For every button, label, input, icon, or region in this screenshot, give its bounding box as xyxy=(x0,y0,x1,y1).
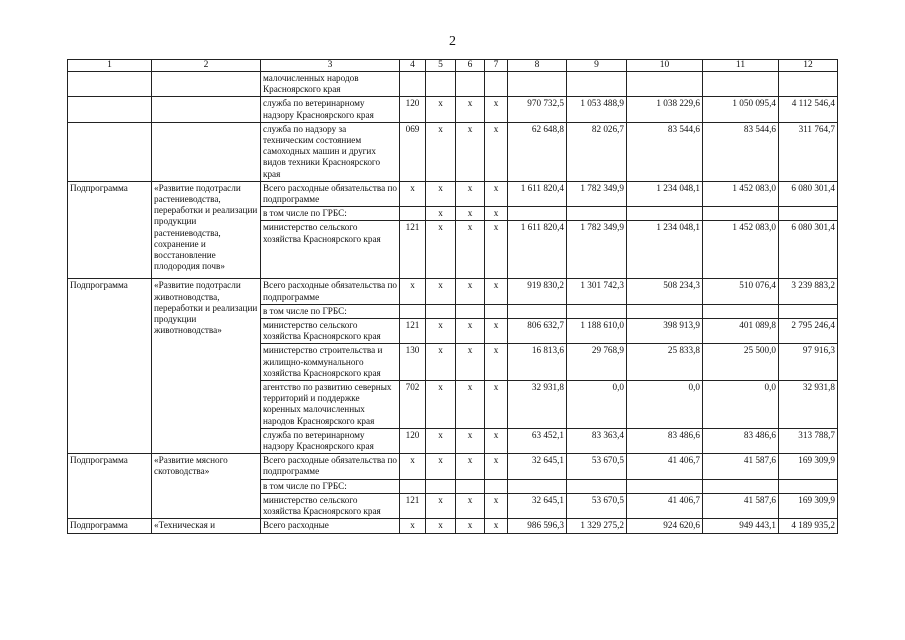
amount-cell: 1 329 275,2 xyxy=(567,519,627,533)
code-cell: 120 xyxy=(400,428,426,453)
amount-cell: 62 648,8 xyxy=(508,122,567,181)
col5-cell: x xyxy=(426,181,456,206)
amount-cell xyxy=(508,207,567,221)
col6-cell: x xyxy=(456,122,485,181)
col5-cell: x xyxy=(426,207,456,221)
col5-cell xyxy=(426,304,456,318)
col7-cell: x xyxy=(485,519,508,533)
code-cell xyxy=(400,72,426,97)
total-cell: 313 788,7 xyxy=(779,428,838,453)
code-cell: 121 xyxy=(400,319,426,344)
amount-cell: 83 486,6 xyxy=(627,428,703,453)
grbs-cell: министерство сельского хозяйства Красноярского края xyxy=(261,319,400,344)
column-header: 8 xyxy=(508,60,567,72)
col6-cell: x xyxy=(456,493,485,518)
amount-cell: 1 611 820,4 xyxy=(508,181,567,206)
table-row xyxy=(68,122,838,181)
amount-cell xyxy=(627,304,703,318)
amount-cell xyxy=(703,479,779,493)
code-cell: x xyxy=(400,279,426,304)
grbs-cell: агентство по развитию северных территорий и поддержке коренных малочисленных народов Красноярского края xyxy=(261,381,400,429)
code-cell: x xyxy=(400,454,426,479)
page-number: 2 xyxy=(449,34,456,49)
program-name-cell xyxy=(152,122,261,181)
col7-cell xyxy=(485,72,508,97)
amount-cell: 53 670,5 xyxy=(567,493,627,518)
amount-cell: 25 500,0 xyxy=(703,344,779,381)
program-type-cell: Подпрограмма xyxy=(68,454,152,519)
code-cell: x xyxy=(400,181,426,206)
col5-cell: x xyxy=(426,279,456,304)
column-header: 10 xyxy=(627,60,703,72)
col6-cell xyxy=(456,304,485,318)
grbs-cell: в том числе по ГРБС: xyxy=(261,479,400,493)
amount-cell: 1 452 083,0 xyxy=(703,181,779,206)
grbs-cell: служба по надзору за техническим состоянием самоходных машин и других видов техники Красноярского края xyxy=(261,122,400,181)
col6-cell: x xyxy=(456,207,485,221)
code-cell: x xyxy=(400,519,426,533)
grbs-cell: министерство сельского хозяйства Красноярского края xyxy=(261,493,400,518)
col7-cell: x xyxy=(485,97,508,122)
amount-cell xyxy=(703,304,779,318)
grbs-cell: Всего расходные обязательства по подпрограмме xyxy=(261,454,400,479)
code-cell: 130 xyxy=(400,344,426,381)
col6-cell: x xyxy=(456,454,485,479)
program-type-cell: Подпрограмма xyxy=(68,519,152,533)
col6-cell: x xyxy=(456,221,485,279)
total-cell: 311 764,7 xyxy=(779,122,838,181)
amount-cell: 83 363,4 xyxy=(567,428,627,453)
amount-cell: 1 452 083,0 xyxy=(703,221,779,279)
amount-cell xyxy=(703,72,779,97)
table-row xyxy=(68,454,838,479)
column-header: 6 xyxy=(456,60,485,72)
grbs-cell: в том числе по ГРБС: xyxy=(261,207,400,221)
grbs-cell: министерство строительства и жилищно-коммунального хозяйства Красноярского края xyxy=(261,344,400,381)
amount-cell: 41 587,6 xyxy=(703,454,779,479)
col7-cell: x xyxy=(485,181,508,206)
amount-cell xyxy=(567,207,627,221)
col5-cell: x xyxy=(426,344,456,381)
program-name-cell xyxy=(152,72,261,97)
grbs-cell: Всего расходные xyxy=(261,519,400,533)
col6-cell xyxy=(456,479,485,493)
total-cell xyxy=(779,479,838,493)
program-type-cell xyxy=(68,97,152,122)
col6-cell: x xyxy=(456,428,485,453)
col6-cell: x xyxy=(456,97,485,122)
column-header: 3 xyxy=(261,60,400,72)
total-cell: 4 112 546,4 xyxy=(779,97,838,122)
col5-cell xyxy=(426,72,456,97)
total-cell: 97 916,3 xyxy=(779,344,838,381)
total-cell xyxy=(779,72,838,97)
col7-cell: x xyxy=(485,381,508,429)
code-cell: 121 xyxy=(400,221,426,279)
col6-cell: x xyxy=(456,519,485,533)
table-row xyxy=(68,72,838,97)
amount-cell: 32 645,1 xyxy=(508,454,567,479)
amount-cell: 0,0 xyxy=(703,381,779,429)
code-cell xyxy=(400,304,426,318)
col6-cell: x xyxy=(456,279,485,304)
column-header: 12 xyxy=(779,60,838,72)
col6-cell xyxy=(456,72,485,97)
total-cell: 6 080 301,4 xyxy=(779,181,838,206)
col7-cell: x xyxy=(485,428,508,453)
program-type-cell: Подпрограмма xyxy=(68,181,152,279)
amount-cell: 924 620,6 xyxy=(627,519,703,533)
grbs-cell: служба по ветеринарному надзору Красноярского края xyxy=(261,428,400,453)
total-cell: 169 309,9 xyxy=(779,454,838,479)
col7-cell xyxy=(485,479,508,493)
amount-cell: 83 544,6 xyxy=(703,122,779,181)
table-row xyxy=(68,519,838,533)
col7-cell: x xyxy=(485,344,508,381)
table-row xyxy=(68,181,838,206)
amount-cell: 1 050 095,4 xyxy=(703,97,779,122)
total-cell: 4 189 935,2 xyxy=(779,519,838,533)
amount-cell xyxy=(703,207,779,221)
amount-cell: 0,0 xyxy=(567,381,627,429)
amount-cell: 970 732,5 xyxy=(508,97,567,122)
grbs-cell: служба по ветеринарному надзору Красноярского края xyxy=(261,97,400,122)
amount-cell: 32 645,1 xyxy=(508,493,567,518)
amount-cell: 53 670,5 xyxy=(567,454,627,479)
col7-cell: x xyxy=(485,221,508,279)
program-type-cell xyxy=(68,122,152,181)
program-name-cell: «Развитие мясного скотоводства» xyxy=(152,454,261,519)
amount-cell xyxy=(508,304,567,318)
amount-cell: 1 301 742,3 xyxy=(567,279,627,304)
amount-cell: 949 443,1 xyxy=(703,519,779,533)
header-row xyxy=(68,60,838,72)
col5-cell: x xyxy=(426,428,456,453)
total-cell: 2 795 246,4 xyxy=(779,319,838,344)
col6-cell: x xyxy=(456,319,485,344)
amount-cell: 1 053 488,9 xyxy=(567,97,627,122)
column-header: 7 xyxy=(485,60,508,72)
amount-cell: 1 782 349,9 xyxy=(567,181,627,206)
amount-cell: 1 038 229,6 xyxy=(627,97,703,122)
code-cell xyxy=(400,207,426,221)
col5-cell xyxy=(426,479,456,493)
col7-cell: x xyxy=(485,319,508,344)
col7-cell xyxy=(485,304,508,318)
program-name-cell: «Развитие подотрасли животноводства, переработки и реализации продукции животноводства» xyxy=(152,279,261,454)
amount-cell: 41 587,6 xyxy=(703,493,779,518)
amount-cell: 401 089,8 xyxy=(703,319,779,344)
grbs-cell: в том числе по ГРБС: xyxy=(261,304,400,318)
program-name-cell xyxy=(152,97,261,122)
col6-cell: x xyxy=(456,181,485,206)
col5-cell: x xyxy=(426,221,456,279)
amount-cell xyxy=(567,304,627,318)
amount-cell: 510 076,4 xyxy=(703,279,779,304)
col5-cell: x xyxy=(426,319,456,344)
amount-cell xyxy=(627,479,703,493)
col5-cell: x xyxy=(426,454,456,479)
col5-cell: x xyxy=(426,493,456,518)
program-name-cell: «Развитие подотрасли растениеводства, переработки и реализации продукции растениеводства, сохранение и восстановление плодородия почв» xyxy=(152,181,261,279)
amount-cell xyxy=(508,479,567,493)
amount-cell: 1 188 610,0 xyxy=(567,319,627,344)
amount-cell: 398 913,9 xyxy=(627,319,703,344)
column-header: 5 xyxy=(426,60,456,72)
column-header: 11 xyxy=(703,60,779,72)
col7-cell: x xyxy=(485,279,508,304)
amount-cell: 63 452,1 xyxy=(508,428,567,453)
amount-cell: 83 486,6 xyxy=(703,428,779,453)
grbs-cell: малочисленных народов Красноярского края xyxy=(261,72,400,97)
program-name-cell: «Техническая и xyxy=(152,519,261,533)
amount-cell: 82 026,7 xyxy=(567,122,627,181)
col5-cell: x xyxy=(426,122,456,181)
amount-cell: 919 830,2 xyxy=(508,279,567,304)
amount-cell xyxy=(627,207,703,221)
program-type-cell xyxy=(68,72,152,97)
col7-cell: x xyxy=(485,207,508,221)
total-cell: 32 931,8 xyxy=(779,381,838,429)
col7-cell: x xyxy=(485,454,508,479)
total-cell xyxy=(779,207,838,221)
column-header: 4 xyxy=(400,60,426,72)
grbs-cell: министерство сельского хозяйства Красноярского края xyxy=(261,221,400,279)
amount-cell: 32 931,8 xyxy=(508,381,567,429)
total-cell: 6 080 301,4 xyxy=(779,221,838,279)
code-cell: 069 xyxy=(400,122,426,181)
amount-cell xyxy=(567,479,627,493)
amount-cell: 986 596,3 xyxy=(508,519,567,533)
amount-cell: 1 234 048,1 xyxy=(627,221,703,279)
budget-table xyxy=(67,59,838,534)
code-cell: 121 xyxy=(400,493,426,518)
grbs-cell: Всего расходные обязательства по подпрограмме xyxy=(261,181,400,206)
col7-cell: x xyxy=(485,493,508,518)
col5-cell: x xyxy=(426,519,456,533)
total-cell xyxy=(779,304,838,318)
col5-cell: x xyxy=(426,97,456,122)
code-cell: 702 xyxy=(400,381,426,429)
code-cell xyxy=(400,479,426,493)
total-cell: 3 239 883,2 xyxy=(779,279,838,304)
amount-cell: 41 406,7 xyxy=(627,454,703,479)
table-row xyxy=(68,279,838,304)
amount-cell xyxy=(567,72,627,97)
amount-cell xyxy=(627,72,703,97)
amount-cell: 41 406,7 xyxy=(627,493,703,518)
amount-cell: 0,0 xyxy=(627,381,703,429)
amount-cell: 508 234,3 xyxy=(627,279,703,304)
amount-cell: 1 611 820,4 xyxy=(508,221,567,279)
table-row xyxy=(68,97,838,122)
amount-cell: 806 632,7 xyxy=(508,319,567,344)
amount-cell: 83 544,6 xyxy=(627,122,703,181)
total-cell: 169 309,9 xyxy=(779,493,838,518)
amount-cell: 25 833,8 xyxy=(627,344,703,381)
col5-cell: x xyxy=(426,381,456,429)
col6-cell: x xyxy=(456,344,485,381)
column-header: 2 xyxy=(152,60,261,72)
amount-cell: 1 234 048,1 xyxy=(627,181,703,206)
amount-cell: 16 813,6 xyxy=(508,344,567,381)
column-header: 9 xyxy=(567,60,627,72)
column-header: 1 xyxy=(68,60,152,72)
code-cell: 120 xyxy=(400,97,426,122)
amount-cell xyxy=(508,72,567,97)
col6-cell: x xyxy=(456,381,485,429)
grbs-cell: Всего расходные обязательства по подпрограмме xyxy=(261,279,400,304)
col7-cell: x xyxy=(485,122,508,181)
amount-cell: 1 782 349,9 xyxy=(567,221,627,279)
amount-cell: 29 768,9 xyxy=(567,344,627,381)
program-type-cell: Подпрограмма xyxy=(68,279,152,454)
